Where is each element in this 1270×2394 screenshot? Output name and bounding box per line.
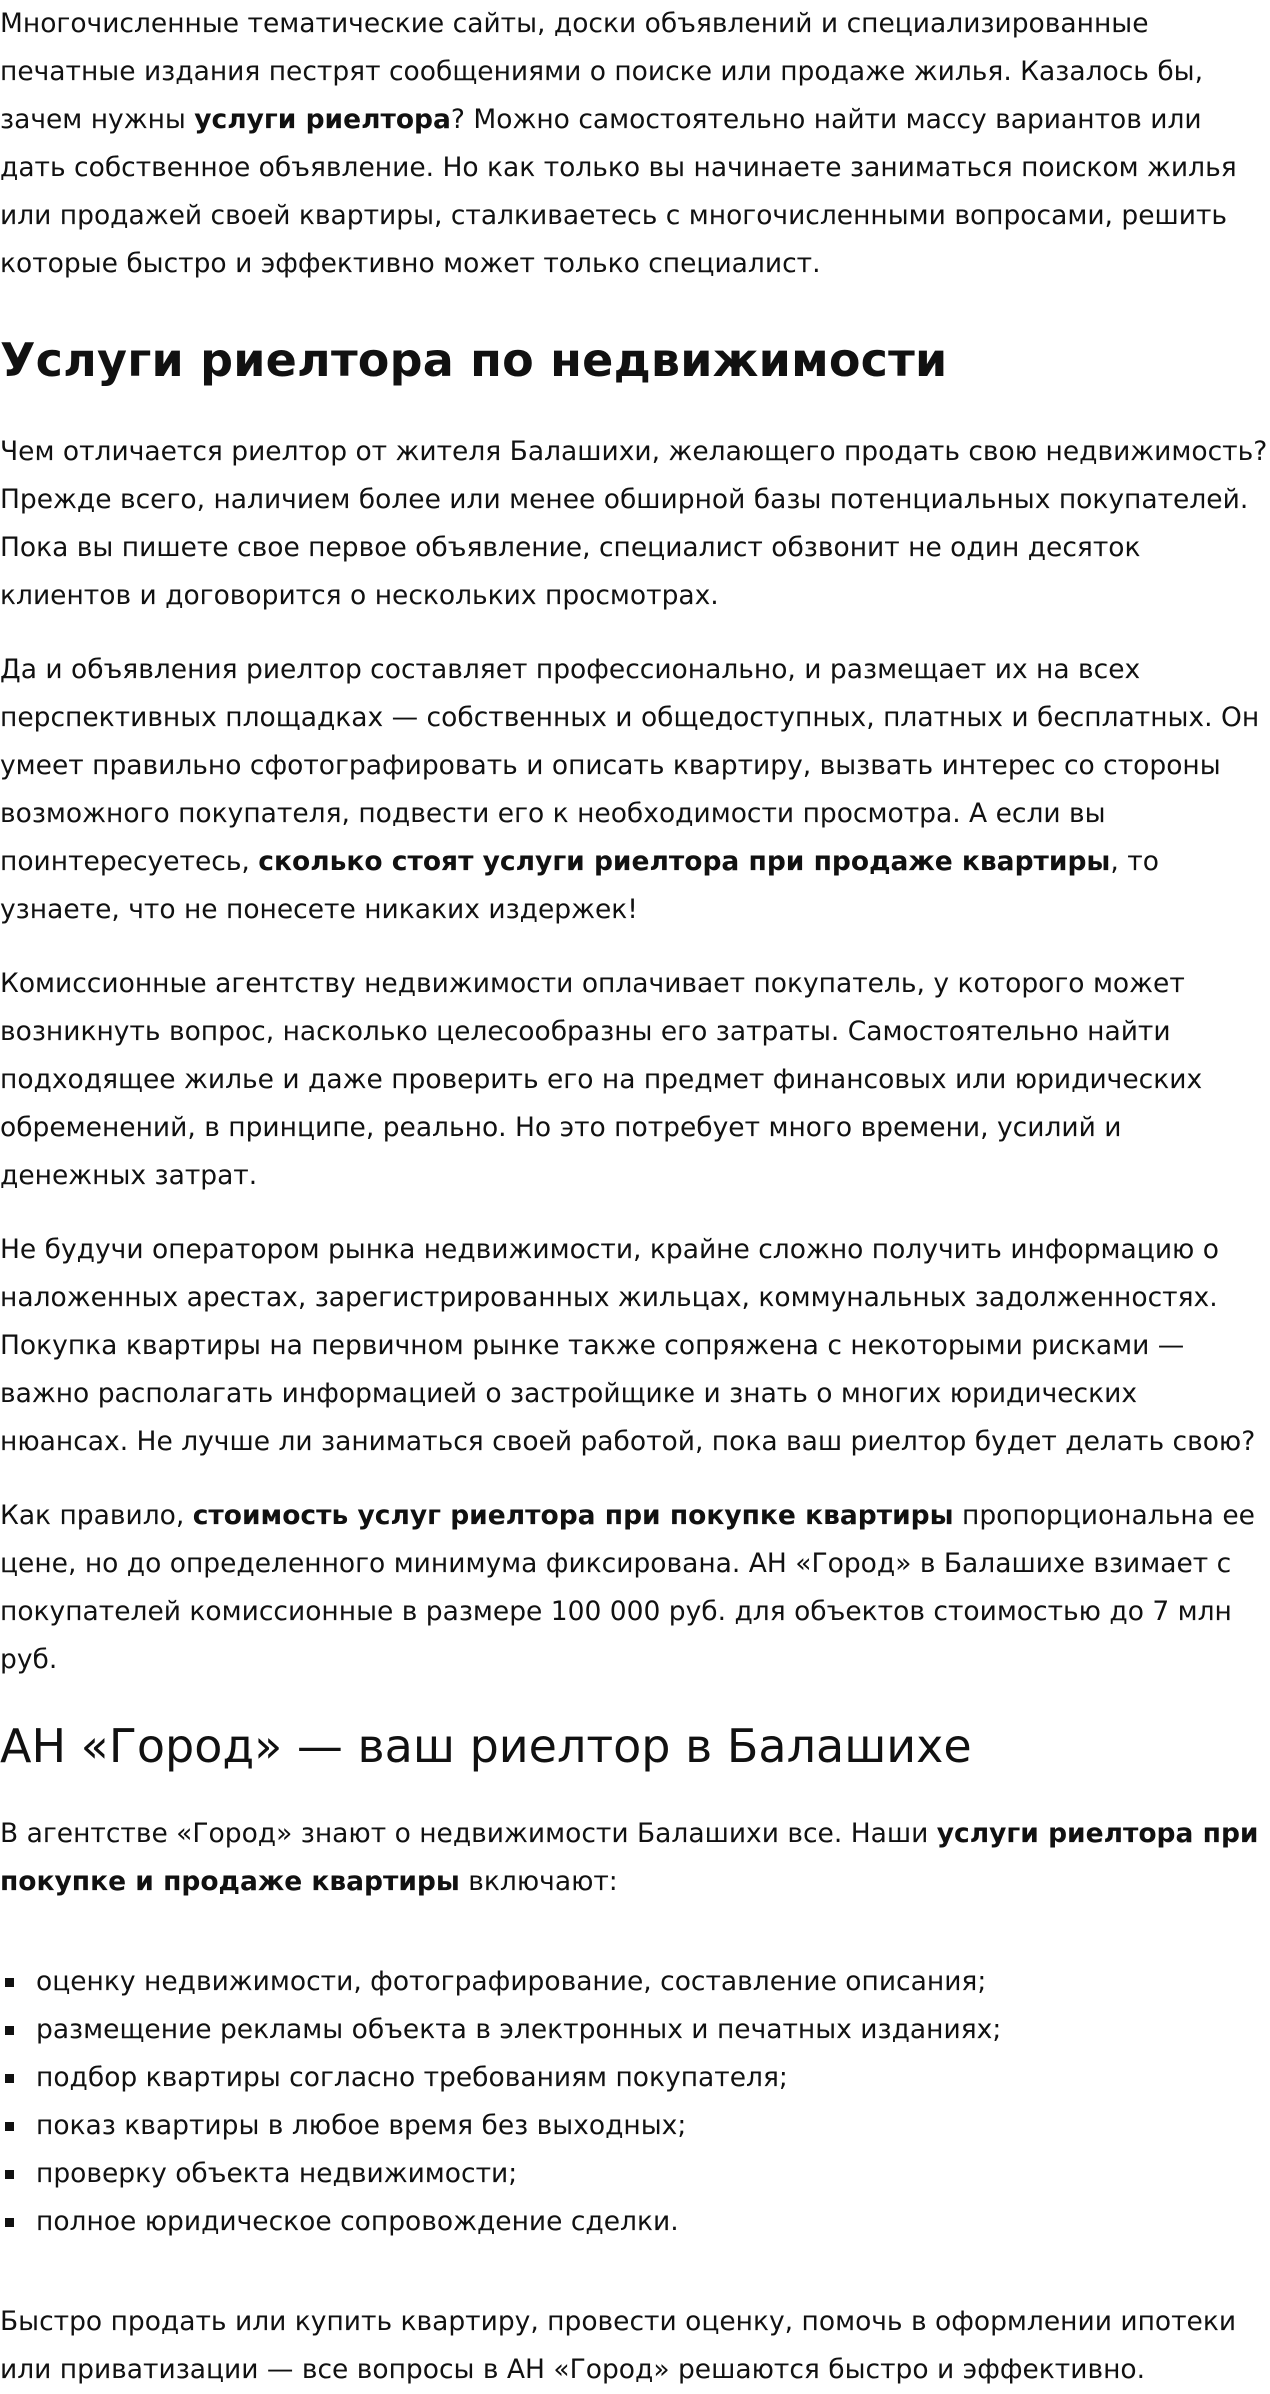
ads-text-1: Да и объявления риелтор составляет профессионально, и размещает их на всех перспективных площадках — собственных и общедоступных, платных и бесплатных. Он умеет правильно сфотографировать и описать квартиру, вызвать интерес со стороны возможного покупателя, подвести его к необходимости просмотра. А если вы поинтересуетесь, bbox=[0, 654, 1260, 877]
intro-text-1: Многочисленные тематические сайты, доски объявлений и специализированные печатные издания пестрят сообщениями о поиске или продаже жилья. Казалось бы, зачем нужны bbox=[0, 8, 1204, 135]
square-bullet-icon bbox=[5, 2026, 14, 2035]
ads-keyword: сколько стоят услуги риелтора при продаже квартиры bbox=[258, 846, 1111, 877]
paragraph-closing: Быстро продать или купить квартиру, провести оценку, помочь в оформлении ипотеки или приватизации — все вопросы в АН «Город» решаются быстро и эффективно. bbox=[0, 2306, 1237, 2385]
paragraph-agency-intro bbox=[0, 1810, 1270, 1906]
list-item bbox=[0, 2054, 1270, 2102]
list-item bbox=[0, 2198, 1270, 2246]
paragraph-difference: Чем отличается риелтор от жителя Балашихи, желающего продать свою недвижимость? Прежде всего, наличием более или менее обширной базы потенциальных покупателей. Пока вы пишете свое первое объявление, специалист обзвонит не один десяток клиентов и договорится о нескольких просмотрах. bbox=[0, 436, 1268, 611]
cost-text-1: Как правило, bbox=[0, 1500, 193, 1531]
square-bullet-icon bbox=[5, 2122, 14, 2131]
ads-text-2: , то узнаете, что не понесете никаких издержек! bbox=[0, 846, 1159, 925]
services-list bbox=[0, 1958, 1270, 2246]
agency-text-1: В агентстве «Город» знают о недвижимости Балашихи все. Наши bbox=[0, 1818, 937, 1849]
paragraph-risks: Не будучи оператором рынка недвижимости, крайне сложно получить информацию о наложенных арестах, зарегистрированных жильцах, коммунальных задолженностях. Покупка квартиры на первичном рынке также сопряжена с некоторыми рисками — важно располагать информацией о застройщике и знать о многих юридических нюансах. Не лучше ли заниматься своей работой, пока ваш риелтор будет делать свою? bbox=[0, 1234, 1256, 1457]
list-item-text: подбор квартиры согласно требованиям покупателя; bbox=[36, 2062, 788, 2093]
square-bullet-icon bbox=[5, 2170, 14, 2179]
intro-text-2: ? Можно самостоятельно найти массу вариантов или дать собственное объявление. Но как только вы начинаете заниматься поиском жилья или продажей своей квартиры, сталкиваетесь с многочисленными вопросами, решить которые быстро и эффективно может только специалист. bbox=[0, 104, 1237, 279]
paragraph-ads bbox=[0, 646, 1270, 934]
square-bullet-icon bbox=[5, 2074, 14, 2083]
list-item bbox=[0, 2150, 1270, 2198]
paragraph-cost bbox=[0, 1492, 1270, 1684]
agency-keyword: услуги риелтора при покупке и продаже квартиры bbox=[0, 1818, 1259, 1897]
list-item-text: полное юридическое сопровождение сделки. bbox=[36, 2206, 679, 2237]
list-item bbox=[0, 2102, 1270, 2150]
square-bullet-icon bbox=[5, 1978, 14, 1987]
list-item-text: показ квартиры в любое время без выходных; bbox=[36, 2110, 687, 2141]
section-heading-services: Услуги риелтора по недвижимости bbox=[0, 333, 948, 387]
list-item-text: проверку объекта недвижимости; bbox=[36, 2158, 518, 2189]
intro-paragraph bbox=[0, 0, 1270, 288]
list-item bbox=[0, 1958, 1270, 2006]
section-heading-agency: АН «Город» — ваш риелтор в Балашихе bbox=[0, 1719, 972, 1773]
intro-keyword: услуги риелтора bbox=[194, 104, 451, 135]
list-item-text: оценку недвижимости, фотографирование, составление описания; bbox=[36, 1966, 987, 1997]
agency-text-2: включают: bbox=[459, 1866, 618, 1897]
list-item bbox=[0, 2006, 1270, 2054]
list-item-text: размещение рекламы объекта в электронных и печатных изданиях; bbox=[36, 2014, 1002, 2045]
square-bullet-icon bbox=[5, 2218, 14, 2227]
paragraph-commission: Комиссионные агентству недвижимости оплачивает покупатель, у которого может возникнуть вопрос, насколько целесообразны его затраты. Самостоятельно найти подходящее жилье и даже проверить его на предмет финансовых или юридических обременений, в принципе, реально. Но это потребует много времени, усилий и денежных затрат. bbox=[0, 968, 1203, 1191]
cost-keyword: стоимость услуг риелтора при покупке квартиры bbox=[192, 1500, 954, 1531]
cost-text-2: пропорциональна ее цене, но до определенного минимума фиксирована. АН «Город» в Балашихе взимает с покупателей комиссионные в размере 100 000 руб. для объектов стоимостью до 7 млн руб. bbox=[0, 1500, 1255, 1675]
